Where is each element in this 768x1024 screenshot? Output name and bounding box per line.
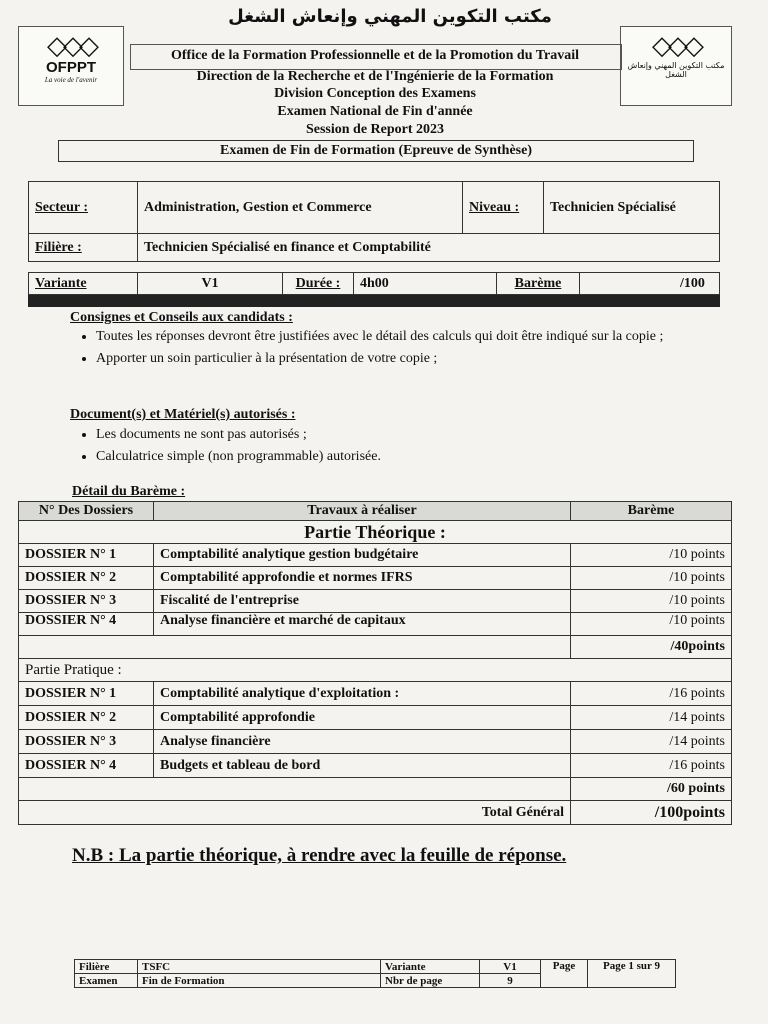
divider-bar [28,295,720,307]
document-item: • Calculatrice simple (non programmable) autorisée. [96,448,708,466]
consigne-item: • Toutes les réponses devront être justifiées avec le détail des calculs qui doit être indiqué sur la copie ; [96,328,708,346]
secteur-label: Secteur : [29,182,138,234]
header-session: Session de Report 2023 [305,122,445,137]
filiere-label: Filière : [29,234,138,262]
points-cell: /16 points [571,754,732,778]
ofppt-logo-left [18,26,124,106]
duree-label: Durée : [283,273,354,295]
footer-page-label: Page [541,960,588,988]
footer-page-value: Page 1 sur 9 [588,960,676,988]
points-cell: /10 points [571,544,732,567]
travail-cell: Comptabilité approfondie et normes IFRS [154,567,571,590]
ofppt-logo-right [620,26,732,106]
niveau-label: Niveau : [463,182,544,234]
ofppt-emblem-icon: ◇◇◇ [47,31,95,60]
points-cell: /14 points [571,730,732,754]
header-office: Office de la Formation Professionnelle et de la Promotion du Travail [170,48,580,63]
consignes-title: Consignes et Conseils aux candidats : [70,310,293,325]
table-row [19,682,732,706]
bareme-detail-title: Détail du Barème : [72,484,186,499]
footer-variante-value: V1 [480,960,541,974]
dossier-cell: DOSSIER N° 3 [19,730,154,754]
dossier-cell: DOSSIER N° 3 [19,590,154,613]
dossier-cell: DOSSIER N° 2 [19,706,154,730]
travail-cell: Comptabilité approfondie [154,706,571,730]
consignes-list [72,328,708,372]
points-cell: /14 points [571,706,732,730]
variante-table [28,272,720,295]
footer-examen-value: Fin de Formation [138,974,381,988]
points-cell: /16 points [571,682,732,706]
ofppt-name: OFPPT [45,59,96,76]
documents-list [72,426,708,470]
partie-theorique-title: Partie Théorique : [19,521,732,544]
points-cell: /10 points [571,613,732,636]
total-general-value: /100points [571,801,732,825]
variante-label: Variante [29,273,138,295]
duree-value: 4h00 [354,273,497,295]
bareme-value: /100 [580,273,720,295]
table-row [19,590,732,613]
ofppt-emblem-right-icon: ◇◇◇ [652,31,700,60]
pratique-total: /60 points [571,778,732,801]
ofppt-tagline: La voie de l'avenir [44,76,98,84]
documents-title: Document(s) et Matériel(s) autorisés : [70,407,296,422]
bareme-table [18,501,732,825]
header-division: Division Conception des Examens [274,86,476,101]
travail-cell: Analyse financière [154,730,571,754]
footer-filiere-value: TSFC [138,960,381,974]
document-item: • Les documents ne sont pas autorisés ; [96,426,708,444]
partie-pratique-title: Partie Pratique : [19,659,732,682]
footer-variante-label: Variante [381,960,480,974]
col-travaux-header: Travaux à réaliser [154,502,571,521]
arabic-header: مكتب التكوين المهني وإنعاش الشغل [228,6,552,27]
col-dossiers-header: N° Des Dossiers [19,502,154,521]
footer-filiere-label: Filière [75,960,138,974]
dossier-cell: DOSSIER N° 4 [19,613,154,636]
dossier-cell: DOSSIER N° 1 [19,682,154,706]
points-cell: /10 points [571,567,732,590]
niveau-value: Technicien Spécialisé [544,182,720,234]
dossier-cell: DOSSIER N° 4 [19,754,154,778]
footer-nbr-value: 9 [480,974,541,988]
dossier-cell: DOSSIER N° 1 [19,544,154,567]
table-row [19,613,732,636]
footer-table [74,959,676,988]
points-cell: /10 points [571,590,732,613]
travail-cell: Budgets et tableau de bord [154,754,571,778]
table-row [19,754,732,778]
table-row [19,544,732,567]
filiere-value: Technicien Spécialisé en finance et Comptabilité [138,234,720,262]
info-table [28,181,720,262]
travail-cell: Comptabilité analytique d'exploitation : [154,682,571,706]
header-direction: Direction de la Recherche et de l'Ingénierie de la Formation [196,69,554,84]
travail-cell: Analyse financière et marché de capitaux [154,613,571,636]
table-row [19,567,732,590]
table-row [19,706,732,730]
dossier-cell: DOSSIER N° 2 [19,567,154,590]
footer-nbr-label: Nbr de page [381,974,480,988]
theorique-total: /40points [571,636,732,659]
exam-title: Examen de Fin de Formation (Epreuve de Synthèse) [58,140,694,162]
bareme-label: Barème [497,273,580,295]
ofppt-arabic-name: مكتب التكوين المهني وإنعاش الشغل [627,61,725,79]
consigne-item: • Apporter un soin particulier à la présentation de votre copie ; [96,350,708,368]
footer-examen-label: Examen [75,974,138,988]
col-bareme-header: Barème [571,502,732,521]
travail-cell: Fiscalité de l'entreprise [154,590,571,613]
table-row [19,730,732,754]
total-general-label: Total Général [19,801,571,825]
variante-value: V1 [138,273,283,295]
nb-note: N.B : La partie théorique, à rendre avec la feuille de réponse. [72,845,567,866]
travail-cell: Comptabilité analytique gestion budgétaire [154,544,571,567]
secteur-value: Administration, Gestion et Commerce [138,182,463,234]
header-exam-national: Examen National de Fin d'année [277,104,473,119]
